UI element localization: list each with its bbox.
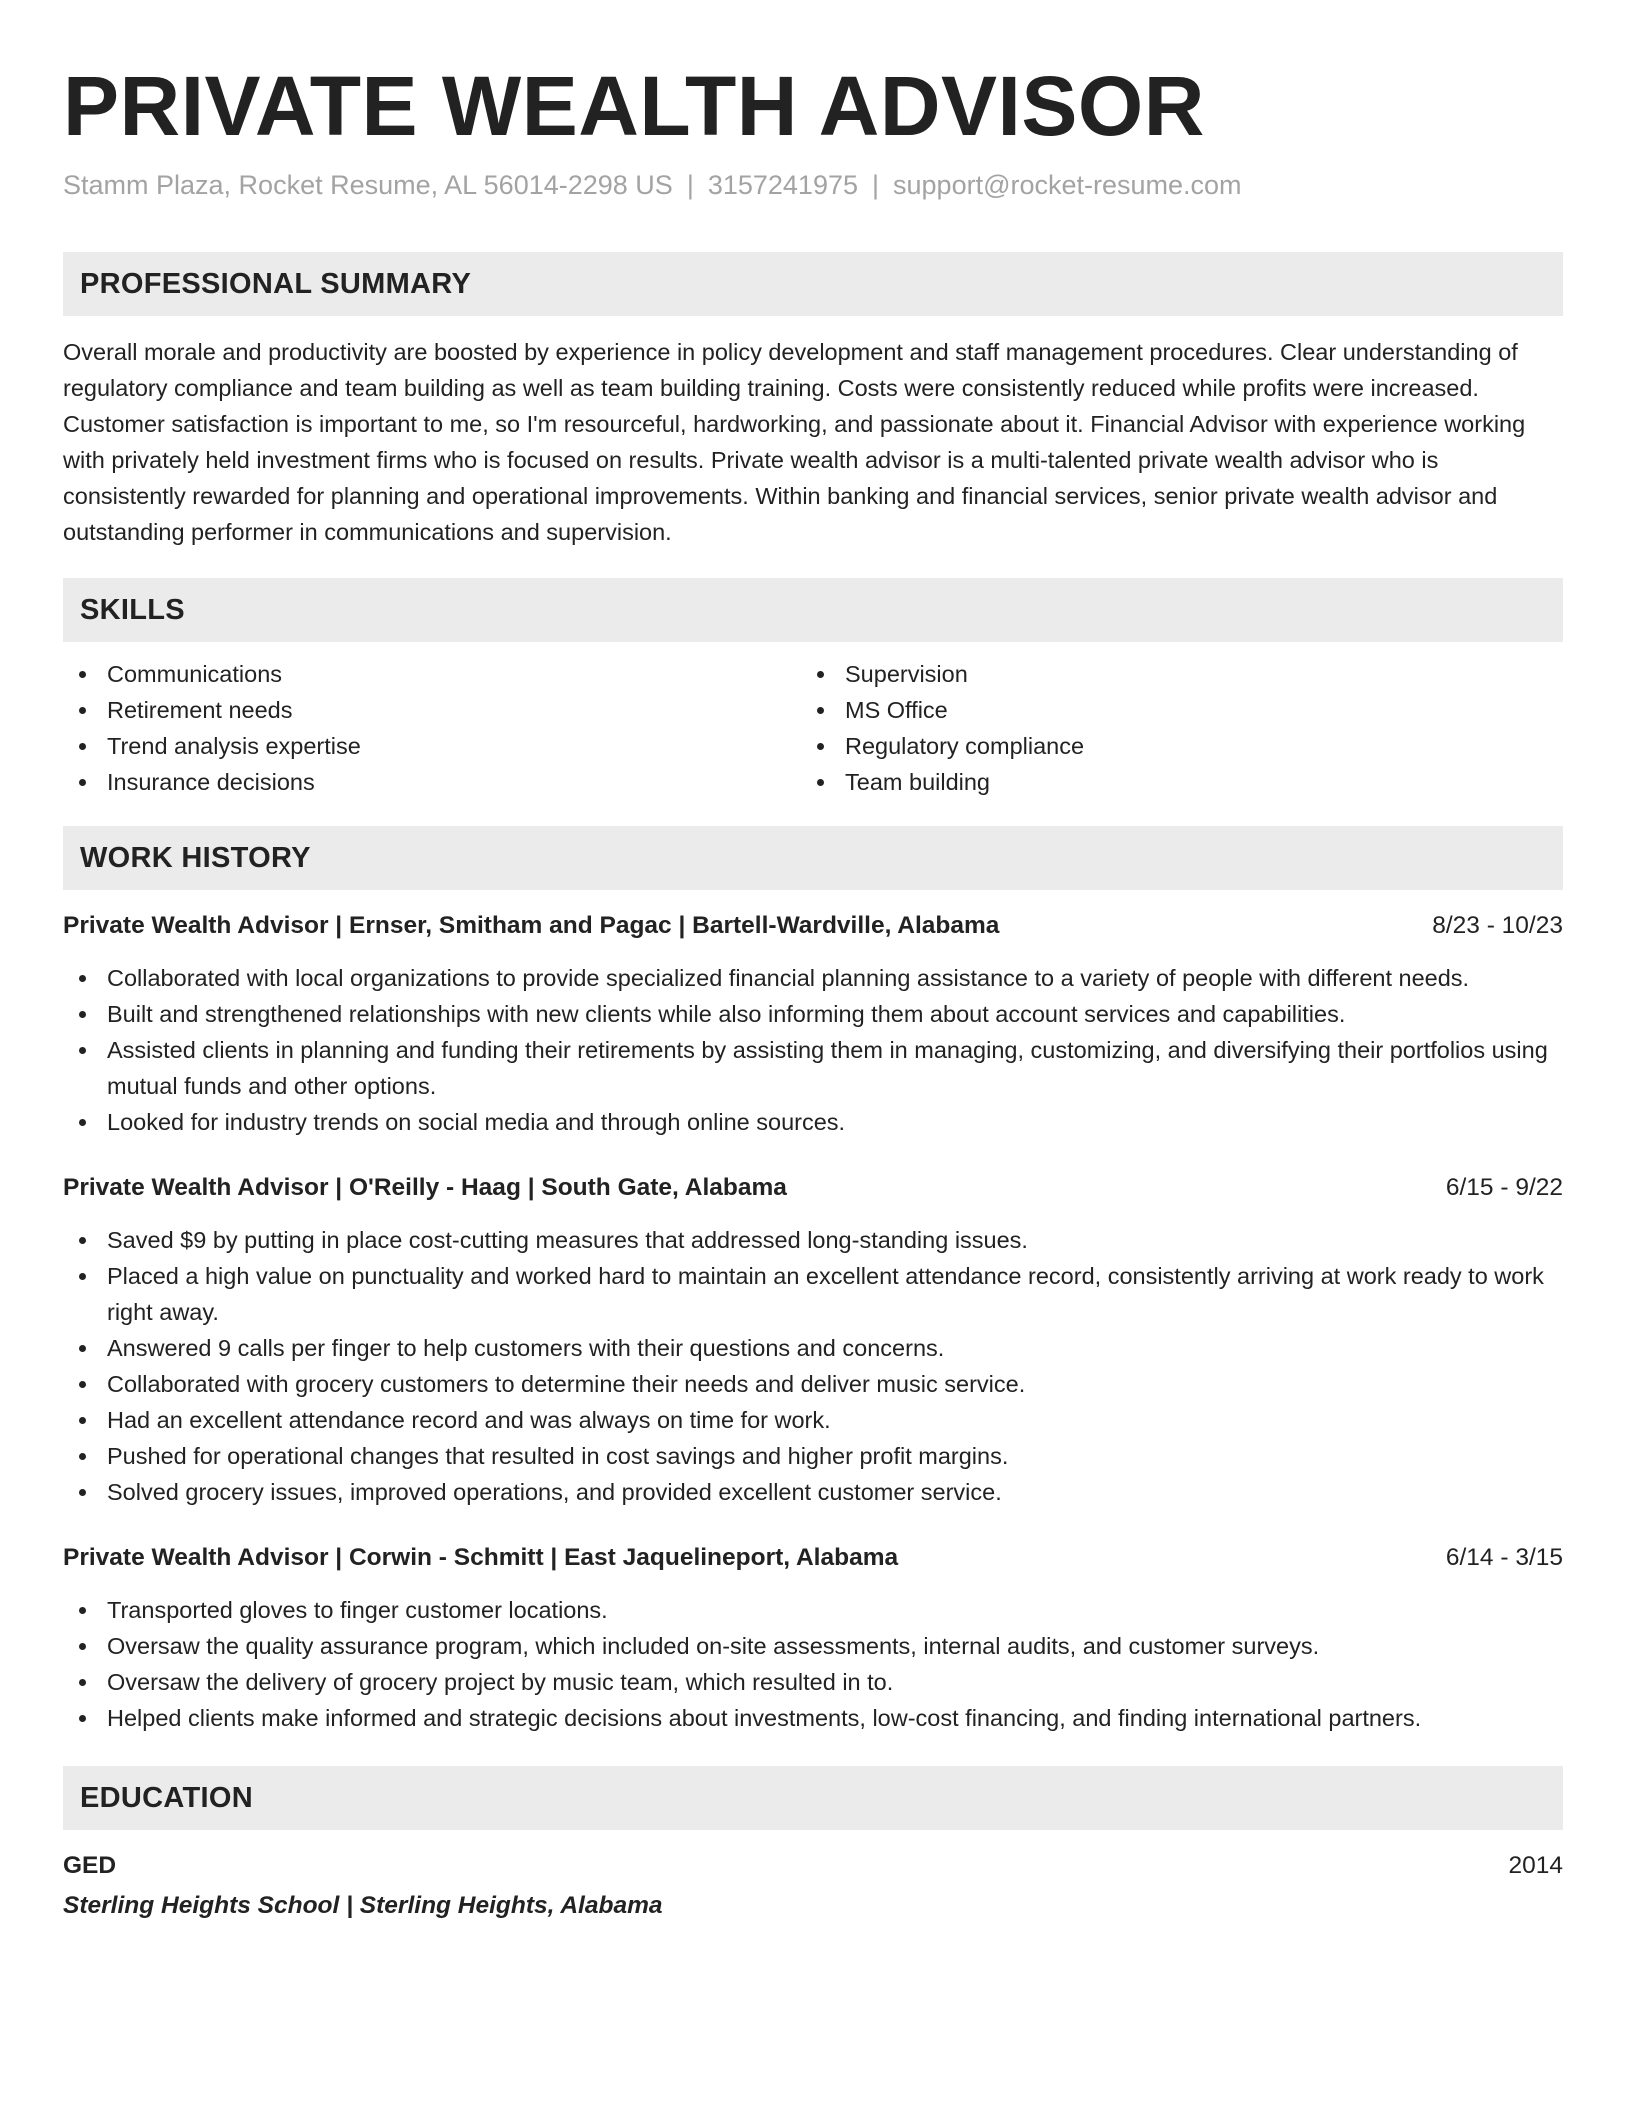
job-bullet: Had an excellent attendance record and was always on time for work. [63, 1402, 1563, 1438]
job-bullet: Looked for industry trends on social media and through online sources. [63, 1104, 1563, 1140]
skill-item: Trend analysis expertise [63, 728, 801, 764]
job-bullets [63, 960, 1563, 1140]
job-bullet: Answered 9 calls per finger to help customers with their questions and concerns. [63, 1330, 1563, 1366]
education-school: Sterling Heights School | Sterling Heights, Alabama [63, 1892, 663, 1919]
job-bullet: Built and strengthened relationships with new clients while also informing them about account services and capabilities. [63, 996, 1563, 1032]
section-header-work-history [63, 826, 1563, 890]
job-bullet: Assisted clients in planning and funding their retirements by assisting them in managing, customizing, and diversifying their portfolios using mutual funds and other options. [63, 1032, 1563, 1104]
education-entry [63, 1848, 1563, 1924]
job-entry [63, 1170, 1563, 1510]
education-year: 2014 [1508, 1852, 1563, 1879]
skill-item: Team building [801, 764, 1539, 800]
job-dates: 8/23 - 10/23 [1432, 912, 1563, 939]
job-bullet: Pushed for operational changes that resulted in cost savings and higher profit margins. [63, 1438, 1563, 1474]
job-bullet: Collaborated with local organizations to provide specialized financial planning assistance to a variety of people with different needs. [63, 960, 1563, 996]
skill-item: Retirement needs [63, 692, 801, 728]
job-heading-row [63, 908, 1563, 944]
contact-line [63, 168, 1563, 202]
section-title: PROFESSIONAL SUMMARY [80, 267, 472, 300]
skills-column-left [63, 656, 801, 800]
summary-text: Overall morale and productivity are boosted by experience in policy development and staff management procedures. Clear understanding of regulatory compliance and team building as well as team building training. Costs were consistently reduced while profits were increased. Customer satisfaction is important to me, so I'm resourceful, hardworking, and passionate about it. Financial Advisor with experience working with privately held investment firms who is focused on results. Private wealth advisor is a multi-talented private wealth advisor who is consistently rewarded for planning and operational improvements. Within banking and financial services, senior private wealth advisor and outstanding performer in communications and supervision. [63, 339, 1526, 545]
job-bullet: Helped clients make informed and strategic decisions about investments, low-cost financing, and finding international partners. [63, 1700, 1563, 1736]
contact-separator: | [686, 170, 694, 200]
section-title: SKILLS [80, 593, 185, 626]
contact-separator: | [872, 170, 880, 200]
job-bullet: Transported gloves to finger customer locations. [63, 1592, 1563, 1628]
skill-item: Regulatory compliance [801, 728, 1539, 764]
resume-page [63, 0, 1563, 1924]
section-header-summary [63, 252, 1563, 316]
job-bullet: Solved grocery issues, improved operations, and provided excellent customer service. [63, 1474, 1563, 1510]
job-bullet: Saved $9 by putting in place cost-cutting measures that addressed long-standing issues. [63, 1222, 1563, 1258]
education-heading-row [63, 1848, 1563, 1884]
job-title: Private Wealth Advisor | Ernser, Smitham and Pagac | Bartell-Wardville, Alabama [63, 912, 1000, 939]
job-heading-row [63, 1540, 1563, 1576]
job-bullet: Oversaw the quality assurance program, which included on-site assessments, internal audits, and customer surveys. [63, 1628, 1563, 1664]
job-title: Private Wealth Advisor | Corwin - Schmitt | East Jaquelineport, Alabama [63, 1544, 899, 1571]
section-header-skills [63, 578, 1563, 642]
section-title: WORK HISTORY [80, 841, 311, 874]
skill-item: Insurance decisions [63, 764, 801, 800]
job-bullets [63, 1592, 1563, 1736]
skills-column-right [801, 656, 1539, 800]
skill-item: Communications [63, 656, 801, 692]
section-title: EDUCATION [80, 1781, 253, 1814]
skill-item: MS Office [801, 692, 1539, 728]
job-entry [63, 1540, 1563, 1736]
contact-email: support@rocket-resume.com [893, 170, 1242, 200]
skills-list [63, 656, 1563, 800]
job-bullet: Placed a high value on punctuality and worked hard to maintain an excellent attendance record, consistently arriving at work ready to work right away. [63, 1258, 1563, 1330]
job-dates: 6/14 - 3/15 [1445, 1544, 1563, 1571]
contact-phone: 3157241975 [707, 170, 858, 200]
section-header-education [63, 1766, 1563, 1830]
contact-address: Stamm Plaza, Rocket Resume, AL 56014-2298 US [63, 170, 673, 200]
job-title: Private Wealth Advisor | O'Reilly - Haag | South Gate, Alabama [63, 1174, 787, 1201]
job-bullets [63, 1222, 1563, 1510]
job-bullet: Collaborated with grocery customers to determine their needs and deliver music service. [63, 1366, 1563, 1402]
job-entry [63, 908, 1563, 1140]
job-heading-row [63, 1170, 1563, 1206]
job-dates: 6/15 - 9/22 [1445, 1174, 1563, 1201]
job-bullet: Oversaw the delivery of grocery project by music team, which resulted in to. [63, 1664, 1563, 1700]
skill-item: Supervision [801, 656, 1539, 692]
education-degree: GED [63, 1852, 117, 1879]
resume-name: PRIVATE WEALTH ADVISOR [63, 59, 1205, 153]
